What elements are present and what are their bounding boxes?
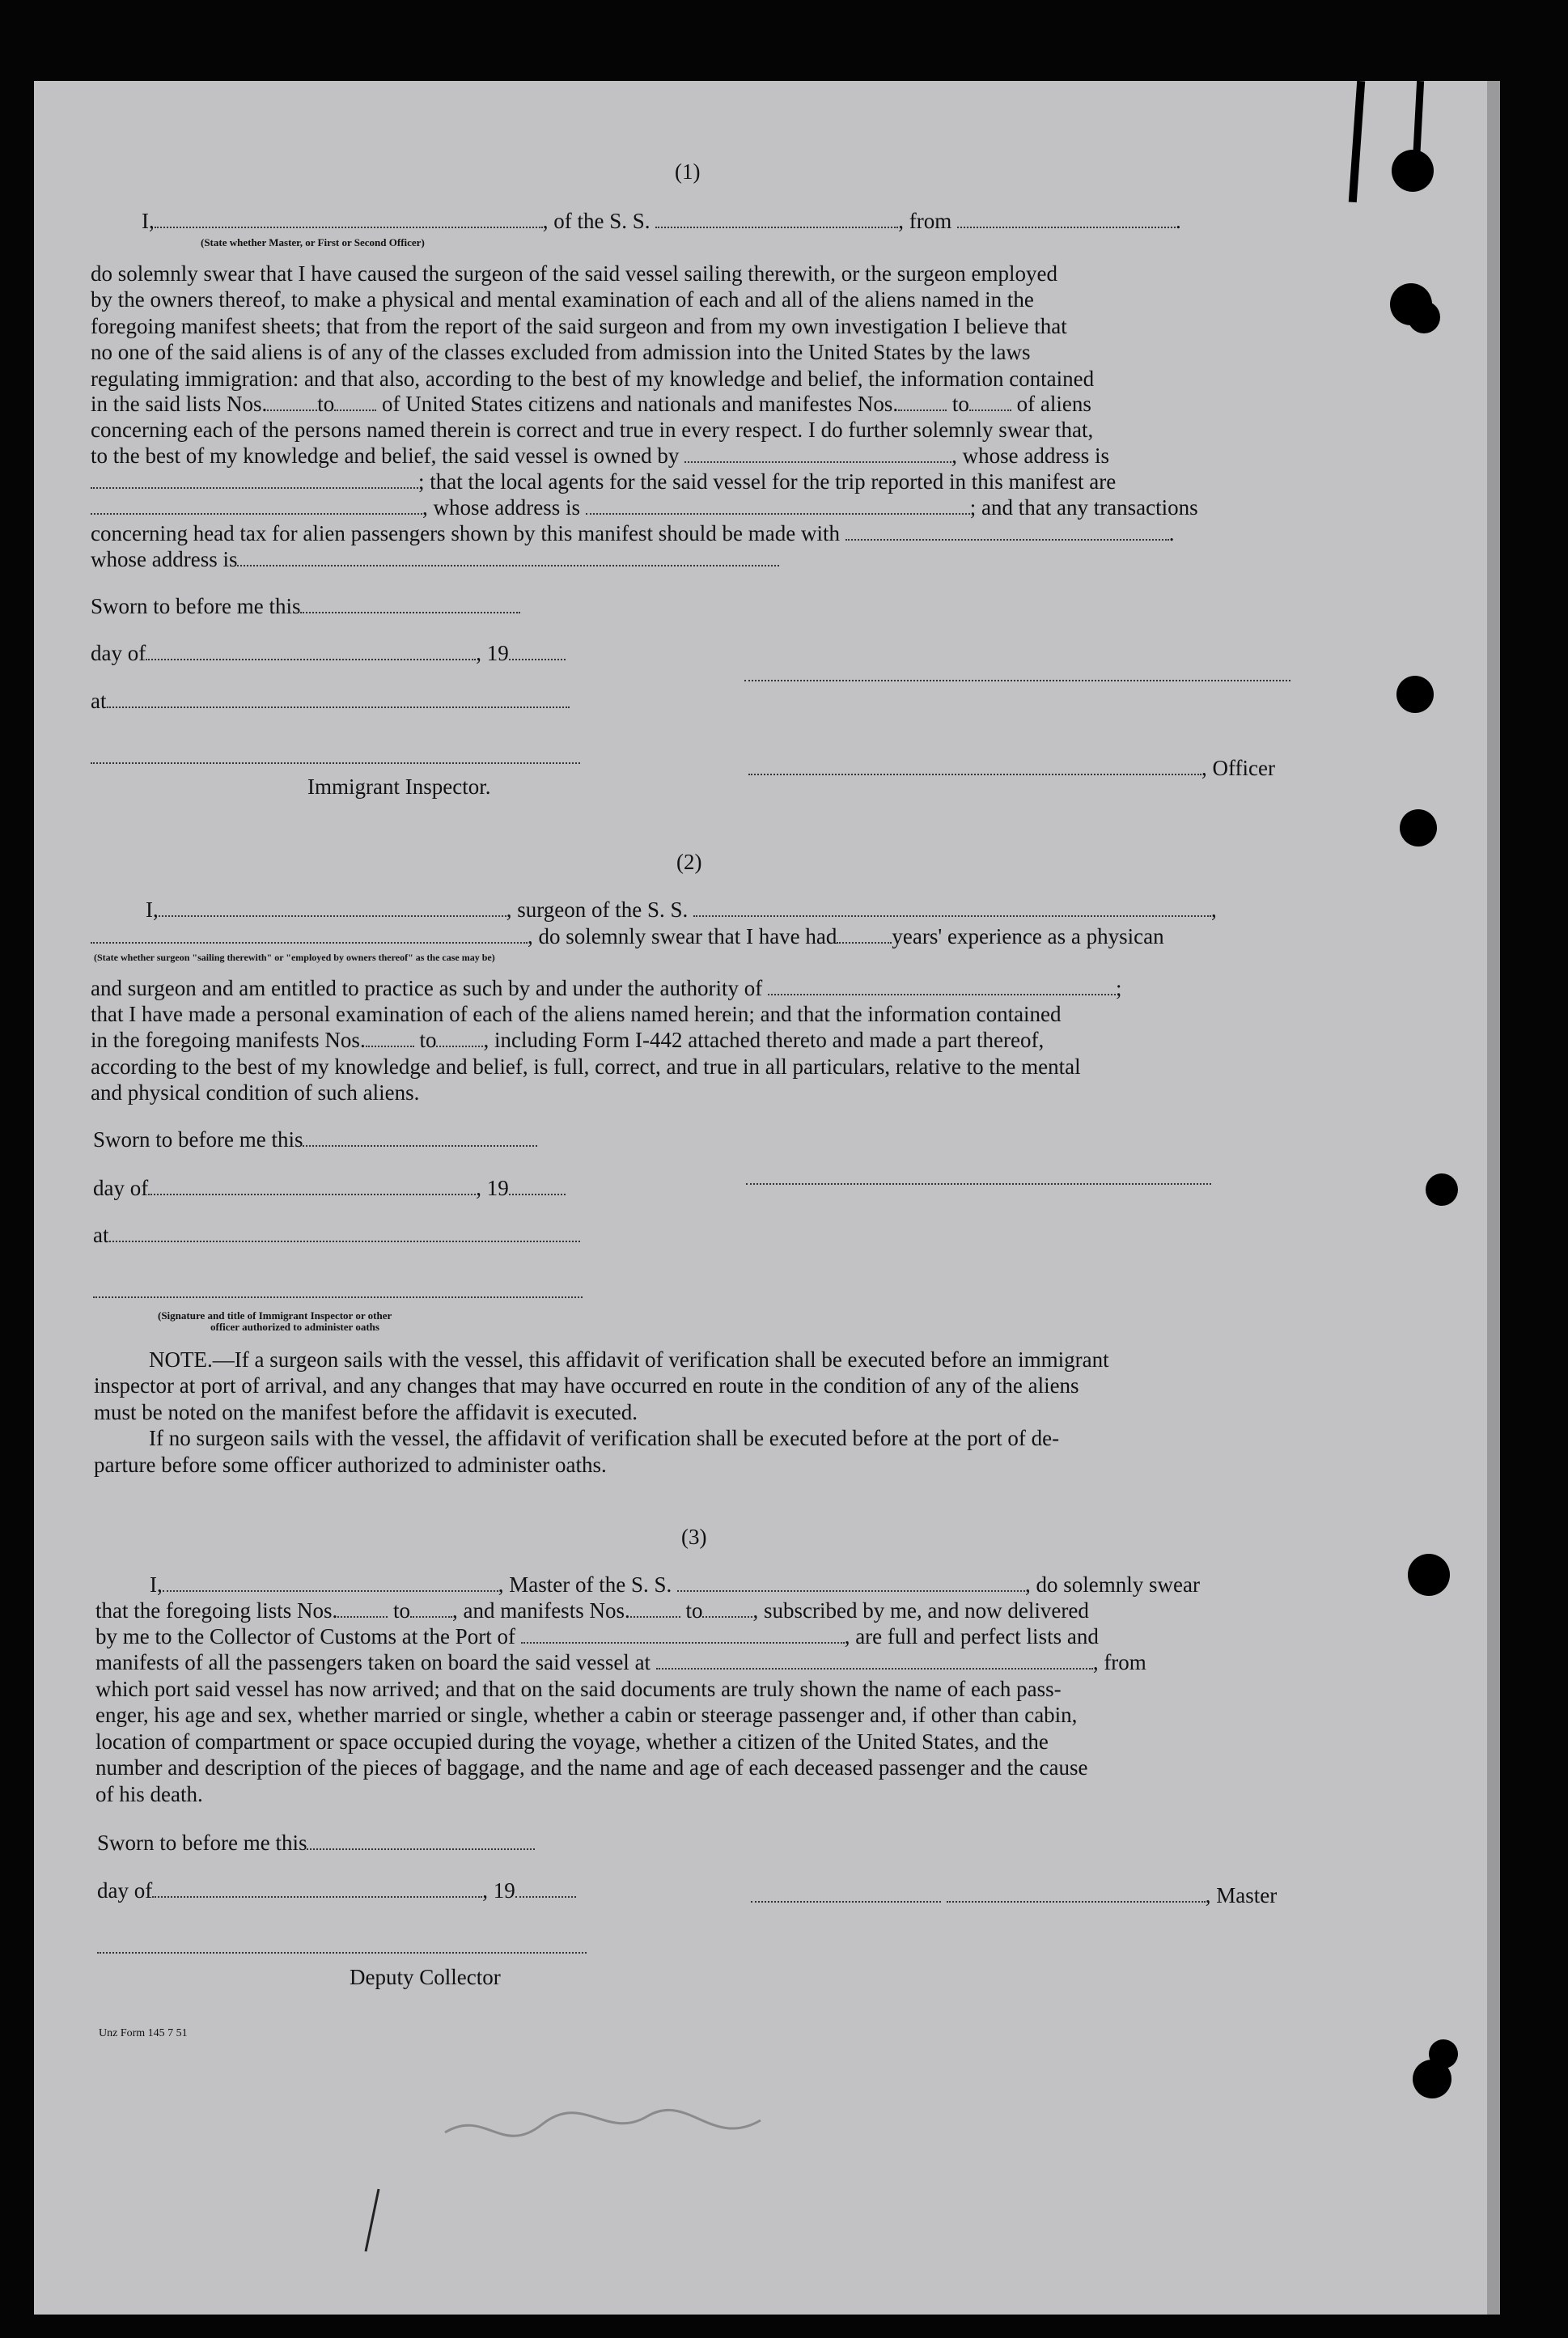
blank-field[interactable] bbox=[91, 469, 418, 489]
inspector-signature-line bbox=[91, 745, 580, 770]
text: , whose address is bbox=[422, 495, 580, 520]
text: , bbox=[1211, 897, 1217, 922]
lists-line bbox=[95, 1598, 1089, 1623]
text: Sworn to before me this bbox=[93, 1127, 303, 1152]
day-line bbox=[93, 1176, 566, 1201]
officer-line bbox=[748, 756, 1275, 781]
text: day of bbox=[97, 1878, 153, 1903]
text: to bbox=[419, 1028, 437, 1052]
blank-field[interactable] bbox=[898, 392, 947, 411]
text: and surgeon and am entitled to practice as such by and under the authority of bbox=[91, 976, 763, 1000]
text: ; that the local agents for the said vessel for the trip reported in this manifest are bbox=[418, 469, 1117, 494]
master-line bbox=[150, 1572, 1200, 1598]
page-edge bbox=[1487, 81, 1500, 2315]
surgeon-paragraph bbox=[91, 1054, 1295, 1106]
signature-line bbox=[744, 662, 1290, 687]
text: in the said lists Nos. bbox=[91, 392, 268, 416]
blank-field[interactable] bbox=[655, 209, 898, 228]
blank-field[interactable] bbox=[509, 1176, 566, 1195]
binder-hole bbox=[1408, 301, 1440, 333]
blank-field[interactable] bbox=[97, 1934, 587, 1954]
binder-hole bbox=[1396, 676, 1434, 713]
text-line: number and description of the pieces of baggage, and the name and age of each deceased passenger and the cause bbox=[95, 1755, 1088, 1780]
blank-field[interactable] bbox=[586, 495, 970, 515]
headtax-line: concerning head tax for alien passengers shown by this manifest should be made with . bbox=[91, 521, 1175, 545]
blank-field[interactable] bbox=[746, 1165, 1211, 1185]
day-line bbox=[97, 1878, 576, 1903]
text: , are full and perfect lists and bbox=[844, 1624, 1099, 1648]
section-number: (3) bbox=[681, 1525, 707, 1549]
section-number: (1) bbox=[675, 159, 701, 184]
at-line bbox=[91, 689, 570, 714]
text: , do solemnly swear bbox=[1024, 1572, 1200, 1597]
port-line bbox=[95, 1624, 1099, 1649]
text-line: that I have made a personal examination of each of the aliens named herein; and that the information contained bbox=[91, 1002, 1062, 1026]
blank-field[interactable] bbox=[410, 1598, 452, 1618]
text: Sworn to before me this bbox=[91, 594, 301, 618]
text-line: parture before some officer authorized to administer oaths. bbox=[94, 1452, 607, 1477]
blank-field[interactable] bbox=[267, 392, 317, 411]
text: , 19 bbox=[476, 1176, 509, 1200]
blank-field[interactable] bbox=[744, 662, 1290, 681]
text: concerning head tax for alien passengers shown by this manifest should be made with bbox=[91, 521, 841, 545]
text: at bbox=[93, 1223, 109, 1247]
authority-line bbox=[91, 976, 1122, 1001]
blank-field[interactable] bbox=[307, 1831, 535, 1850]
oath-paragraph bbox=[91, 261, 1295, 392]
sworn-line bbox=[93, 1127, 537, 1152]
blank-field[interactable] bbox=[152, 1878, 482, 1898]
blank-field[interactable] bbox=[702, 1598, 752, 1618]
text: day of bbox=[91, 641, 146, 665]
blank-field[interactable] bbox=[237, 547, 779, 566]
sworn-line bbox=[97, 1831, 535, 1856]
blank-field[interactable] bbox=[684, 443, 951, 463]
text-line: NOTE.—If a surgeon sails with the vessel, this affidavit of verification shall be executed before an immigrant bbox=[149, 1347, 1109, 1372]
blank-field[interactable] bbox=[91, 495, 422, 515]
text: , from bbox=[898, 209, 952, 233]
agents-line bbox=[91, 469, 1116, 494]
note-paragraph bbox=[94, 1347, 1295, 1478]
binder-hole bbox=[1400, 809, 1437, 847]
blank-field[interactable] bbox=[334, 392, 376, 411]
field-note: (State whether surgeon "sailing therewith" or "employed by owners thereof" as the case may be) bbox=[94, 952, 495, 963]
text-line: foregoing manifest sheets; that from the report of the said surgeon and from my own investigation I believe that bbox=[91, 313, 1067, 338]
blank-field[interactable] bbox=[107, 689, 570, 708]
text: at bbox=[91, 689, 107, 713]
field-note: (State whether Master, or First or Second Officer) bbox=[201, 236, 425, 248]
collector-signature-line bbox=[97, 1934, 587, 1959]
blank-field[interactable] bbox=[509, 641, 566, 660]
at-line bbox=[93, 1223, 580, 1248]
binder-hole bbox=[1426, 1173, 1458, 1206]
text-line: If no surgeon sails with the vessel, the affidavit of verification shall be executed before at the port of de- bbox=[149, 1426, 1060, 1451]
master-paragraph bbox=[95, 1676, 1296, 1807]
text-line: of his death. bbox=[95, 1781, 203, 1806]
text: , 19 bbox=[482, 1878, 515, 1903]
text: to the best of my knowledge and belief, the said vessel is owned by bbox=[91, 443, 680, 468]
text: , Master bbox=[1205, 1883, 1278, 1907]
text: Sworn to before me this bbox=[97, 1831, 307, 1855]
blank-field[interactable] bbox=[748, 756, 1201, 775]
deputy-title: Deputy Collector bbox=[350, 1965, 501, 1989]
text-line: do solemnly swear that I have caused the surgeon of the said vessel sailing therewith, or the surgeon employed bbox=[91, 261, 1057, 286]
blank-field[interactable] bbox=[751, 1883, 941, 1903]
text: in the foregoing manifests Nos. bbox=[91, 1028, 366, 1052]
text: that the foregoing lists Nos. bbox=[95, 1598, 338, 1623]
signature-note: (Signature and title of Immigrant Inspector or other bbox=[158, 1309, 392, 1322]
blank-field[interactable] bbox=[337, 1598, 388, 1618]
text-line: no one of the said aliens is of any of the classes excluded from admission into the United States by the laws bbox=[91, 340, 1031, 365]
master-signature-line bbox=[751, 1883, 1277, 1908]
text: manifests of all the passengers taken on board the said vessel at bbox=[95, 1650, 651, 1674]
blank-field[interactable] bbox=[109, 1223, 580, 1242]
text: to bbox=[317, 392, 335, 416]
text: , subscribed by me, and now delivered bbox=[752, 1598, 1089, 1623]
owner-line bbox=[91, 443, 1109, 469]
text-line: which port said vessel has now arrived; and that on the said documents are truly shown the name of each pass- bbox=[95, 1677, 1062, 1701]
text: by me to the Collector of Customs at the Port of bbox=[95, 1624, 515, 1648]
text: to bbox=[392, 1598, 410, 1623]
text: of aliens bbox=[1016, 392, 1091, 416]
faint-scribble bbox=[437, 2092, 777, 2165]
blank-field[interactable] bbox=[366, 1028, 414, 1047]
binder-hole bbox=[1429, 2039, 1458, 2069]
blank-field[interactable] bbox=[845, 521, 1169, 541]
experience-line bbox=[91, 924, 1164, 949]
pencil-scribble bbox=[356, 2185, 388, 2258]
blank-field[interactable] bbox=[91, 745, 580, 764]
text: years' experience as a physican bbox=[892, 924, 1164, 948]
blank-field[interactable] bbox=[163, 1572, 498, 1592]
text: , of the S. S. bbox=[542, 209, 651, 233]
blank-field[interactable] bbox=[515, 1878, 576, 1898]
blank-field[interactable] bbox=[159, 897, 506, 917]
blank-field[interactable] bbox=[303, 1127, 537, 1147]
address-line bbox=[91, 547, 779, 572]
text: , and manifests Nos. bbox=[451, 1598, 630, 1623]
text-line: location of compartment or space occupied during the voyage, whether a citizen of the United States, and the bbox=[95, 1729, 1049, 1754]
text: , surgeon of the S. S. bbox=[506, 897, 689, 922]
lists-line bbox=[91, 392, 1091, 417]
blank-field[interactable] bbox=[957, 209, 1176, 228]
inspector-title: Immigrant Inspector. bbox=[307, 774, 491, 799]
text: to bbox=[951, 392, 969, 416]
text: , 19 bbox=[476, 641, 509, 665]
blank-field[interactable] bbox=[768, 976, 1116, 995]
blank-field[interactable] bbox=[146, 641, 476, 660]
blank-field[interactable] bbox=[630, 1598, 680, 1618]
manifest-line bbox=[91, 1028, 1044, 1053]
text: to bbox=[685, 1598, 703, 1623]
text: , from bbox=[1092, 1650, 1146, 1674]
text-line: by the owners thereof, to make a physical and mental examination of each and all of the aliens named in the bbox=[91, 287, 1034, 312]
blank-field[interactable] bbox=[656, 1650, 1093, 1670]
surgeon-line bbox=[146, 897, 1217, 923]
form-number: Unz Form 145 7 51 bbox=[99, 2027, 188, 2039]
passengers-line bbox=[95, 1650, 1146, 1675]
text: I, bbox=[142, 209, 155, 233]
text: I, bbox=[150, 1572, 163, 1597]
text-line: inspector at port of arrival, and any changes that may have occurred en route in the condition of any of the aliens bbox=[94, 1373, 1079, 1398]
section-number: (2) bbox=[676, 850, 702, 874]
blank-field[interactable] bbox=[521, 1624, 845, 1644]
signature-note: officer authorized to administer oaths bbox=[210, 1321, 379, 1333]
text: of United States citizens and nationals and manifestes Nos. bbox=[382, 392, 899, 416]
officer-signature-line bbox=[93, 1279, 583, 1304]
blank-field[interactable] bbox=[837, 924, 892, 944]
text: , Officer bbox=[1201, 756, 1275, 780]
text-line: regulating immigration: and that also, according to the best of my knowledge and belief, the information contained bbox=[91, 366, 1095, 391]
text: , do solemnly swear that I have had bbox=[528, 924, 837, 948]
blank-field[interactable] bbox=[693, 897, 1211, 917]
text: day of bbox=[93, 1176, 149, 1200]
text: , Master of the S. S. bbox=[498, 1572, 672, 1597]
text: I, bbox=[146, 897, 159, 922]
blank-field[interactable] bbox=[436, 1028, 483, 1047]
blank-field[interactable] bbox=[148, 1176, 476, 1195]
blank-field[interactable] bbox=[947, 1883, 1206, 1903]
blank-field[interactable] bbox=[93, 1279, 583, 1298]
text-line: must be noted on the manifest before the affidavit is executed. bbox=[94, 1399, 638, 1424]
text: ; bbox=[1116, 976, 1122, 1000]
text: , whose address is bbox=[951, 443, 1110, 468]
text: . bbox=[1176, 209, 1181, 233]
text: ; and that any transactions bbox=[969, 495, 1198, 520]
blank-field[interactable] bbox=[155, 209, 543, 228]
sworn-line bbox=[91, 594, 520, 619]
day-line bbox=[91, 641, 566, 666]
blank-field[interactable] bbox=[91, 924, 528, 944]
signature-line bbox=[746, 1165, 1211, 1190]
text-line: concerning each of the persons named therein is correct and true in every respect. I do further solemnly swear that, bbox=[91, 418, 1094, 442]
agents-address-line bbox=[91, 495, 1198, 520]
blank-field[interactable] bbox=[300, 594, 520, 613]
text: , including Form I-442 attached thereto and made a part thereof, bbox=[483, 1028, 1045, 1052]
text-line: and physical condition of such aliens. bbox=[91, 1080, 420, 1105]
text-line: enger, his age and sex, whether married or single, whether a cabin or steerage passenger and, if other than cabin, bbox=[95, 1703, 1078, 1728]
blank-field[interactable] bbox=[969, 392, 1011, 411]
binder-hole bbox=[1408, 1554, 1450, 1596]
text: whose address is bbox=[91, 547, 238, 571]
blank-field[interactable] bbox=[677, 1572, 1025, 1592]
text-line: according to the best of my knowledge and belief, is full, correct, and true in all particulars, relative to the mental bbox=[91, 1054, 1081, 1079]
oath-line bbox=[142, 209, 1181, 234]
